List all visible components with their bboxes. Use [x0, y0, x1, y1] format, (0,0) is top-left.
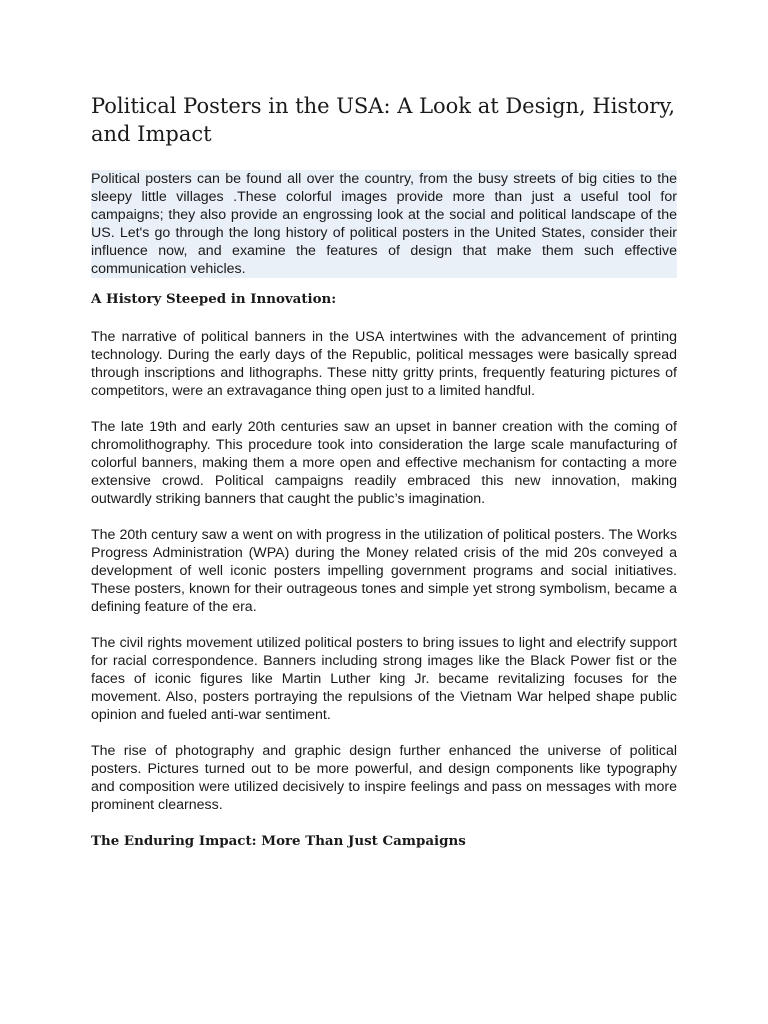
- section-heading-history: A History Steeped in Innovation:: [91, 291, 337, 307]
- document-title: Political Posters in the USA: A Look at Design, History, and Impact: [91, 94, 676, 146]
- section-heading-impact: The Enduring Impact: More Than Just Campaigns: [91, 833, 466, 849]
- history-paragraph-2: The late 19th and early 20th centuries saw an upset in banner creation with the coming of chromolithography. This procedure took into consideration the large scale manufacturing of colorful banners, making them a more open and effective mechanism for contacting a more extensive crowd. Political campaigns readily embraced this new innovation, making outwardly striking banners that caught the public’s imagination.: [91, 419, 677, 507]
- history-paragraph-1: The narrative of political banners in the USA intertwines with the advancement of printing technology. During the early days of the Republic, political messages were basically spread through inscriptions and lithographs. These nitty gritty prints, frequently featuring pictures of competitors, were an extravagance thing open just to a limited handful.: [91, 329, 677, 399]
- history-paragraph-3: The 20th century saw a went on with progress in the utilization of political posters. The Works Progress Administration (WPA) during the Money related crisis of the mid 20s conveyed a development of well iconic posters impelling government programs and social initiatives. These posters, known for their outrageous tones and simple yet strong symbolism, became a defining feature of the era.: [91, 527, 677, 615]
- document-page: [91, 92, 677, 870]
- intro-paragraph[interactable]: Political posters can be found all over the country, from the busy streets of big cities to the sleepy little villages .These colorful images provide more than just a useful tool for campaigns; they also provide an engrossing look at the social and political landscape of the US. Let's go through the long history of political posters in the United States, consider their influence now, and examine the features of design that make them such effective communication vehicles.: [91, 171, 677, 277]
- history-paragraph-5: The rise of photography and graphic design further enhanced the universe of political posters. Pictures turned out to be more powerful, and design components like typography and composition were utilized decisively to inspire feelings and pass on messages with more prominent clearness.: [91, 743, 677, 813]
- history-paragraph-4: The civil rights movement utilized political posters to bring issues to light and electrify support for racial correspondence. Banners including strong images like the Black Power fist or the faces of iconic figures like Martin Luther king Jr. became revitalizing focuses for the movement. Also, posters portraying the repulsions of the Vietnam War helped shape public opinion and fueled anti-war sentiment.: [91, 635, 677, 723]
